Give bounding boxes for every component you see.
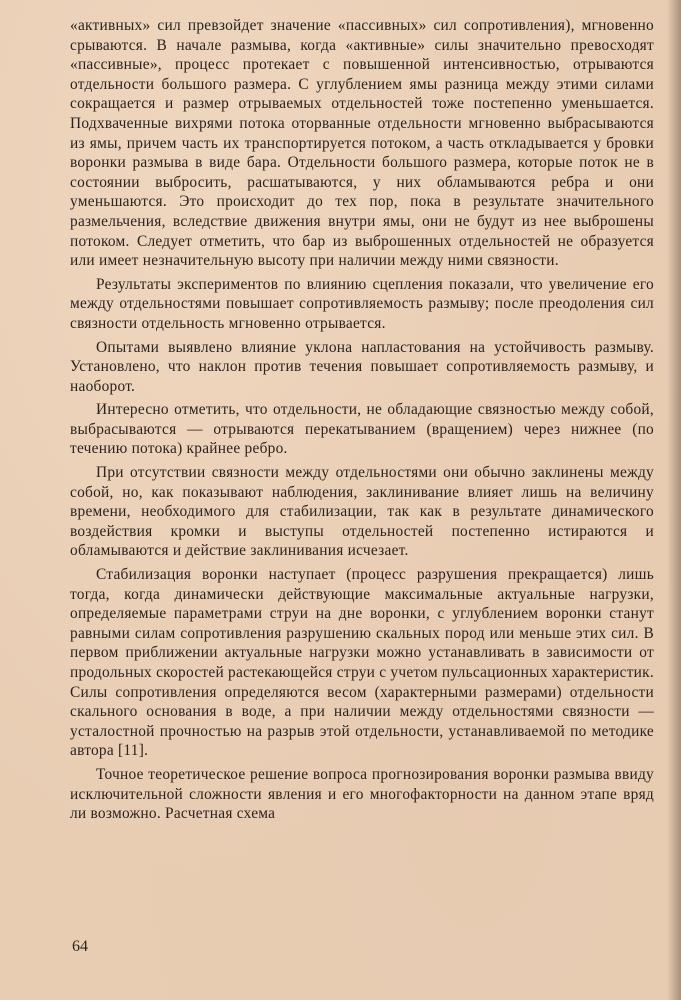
paragraph-3: Опытами выявлено влияние уклона напластования на устойчивость размыву. Установлено, что наклон против течения повышает сопротивляемость размыву, и наоборот. [70, 338, 654, 395]
page-edge-shadow [667, 0, 681, 1000]
paragraph-4: Интересно отметить, что отдельности, не обладающие связностью между собой, выбрасываются — отрываются перекатыванием (вращением) через нижнее (по течению потока) крайнее ребро. [70, 401, 654, 458]
paragraph-5: При отсутствии связности между отдельностями они обычно заклинены между собой, но, как показывают наблюдения, заклинивание влияет лишь на величину времени, необходимого для стабилизации, так как в результате динамического воздействия кромки и выступы отдельностей постепенно истираются и обламываются и действие заклинивания исчезает. [70, 464, 654, 560]
page-number: 64 [72, 938, 88, 955]
paragraph-7: Точное теоретическое решение вопроса прогнозирования воронки размыва ввиду исключительной сложности явления и его многофакторности на данном этапе вряд ли возможно. Расчетная схема [70, 765, 654, 823]
paragraph-2: Результаты экспериментов по влиянию сцепления показали, что увеличение его между отдельностями повышает сопротивляемость размыву; после преодоления сил связности отдельность мгновенно отрывается. [70, 275, 654, 332]
body-text [70, 16, 654, 828]
paragraph-6: Стабилизация воронки наступает (процесс разрушения прекращается) лишь тогда, когда динамически действующие максимальные актуальные нагрузки, определяемые параметрами струи на дне воронки, с углублением воронки станут равными силам сопротивления разрушению скальных пород или меньше этих сил. В первом приближении актуальные нагрузки можно устанавливать в зависимости от продольных скоростей растекающейся струи с учетом пульсационных характеристик. Силы сопротивления определяются весом (характерными размерами) отдельности скального основания в воде, а при наличии между отдельностями связности — усталостной прочностью на разрыв этой отдельности, устанавливаемой по методике автора [11]. [70, 566, 654, 760]
paragraph-1: «активных» сил превзойдет значение «пассивных» сил сопротивления), мгновенно срываются. В начале размыва, когда «активные» силы значительно превосходят «пассивные», процесс протекает с повышенной интенсивностью, отрываются отдельности большого размера. С углублением ямы разница между этими силами сокращается и размер отрываемых отдельностей тоже постепенно уменьшается. Подхваченные вихрями потока оторванные отдельности мгновенно выбрасываются из ямы, причем часть их транспортируется потоком, а часть откладывается у бровки воронки размыва в виде бара. Отдельности большого размера, которые поток не в состоянии выбросить, расшатываются, у них обламываются ребра и они уменьшаются. Это происходит до тех пор, пока в результате значительного размельчения, вследствие движения внутри ямы, они не будут из нее выброшены потоком. Следует отметить, что бар из выброшенных отдельностей не образуется или имеет незначительную высоту при наличии между ними связности. [70, 17, 654, 270]
